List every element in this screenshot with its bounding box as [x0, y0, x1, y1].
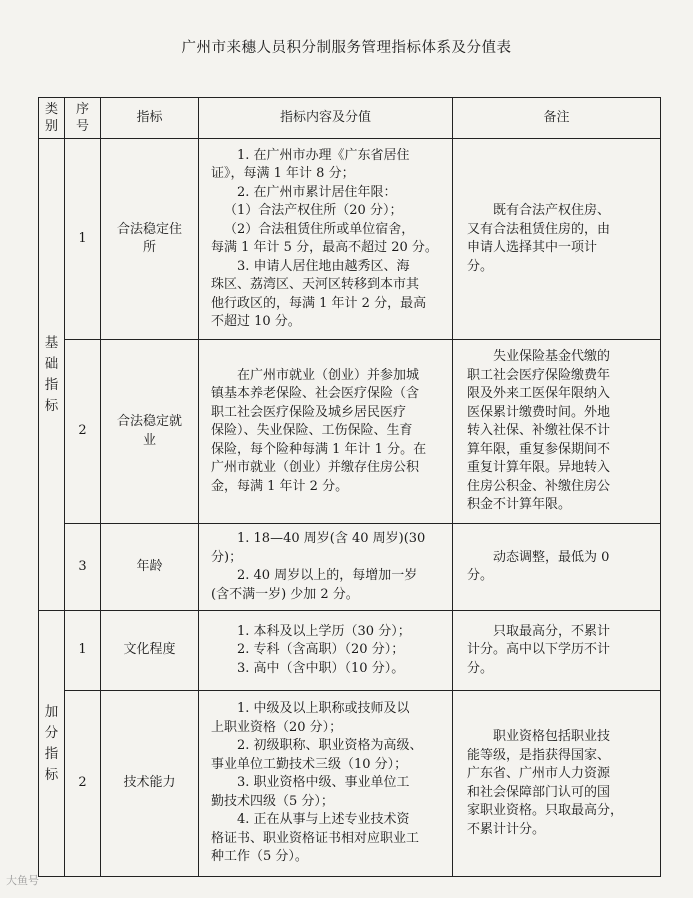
header-category: 类 别	[39, 98, 65, 139]
watermark: 大鱼号	[6, 874, 39, 887]
remarks: 职业资格包括职业技 能等级，是指获得国家、 广东省、广州市人力资源 和社会保障部门认可的国 家职业资格。只取最高分， 不累计计分。	[453, 691, 661, 877]
header-row	[39, 98, 661, 139]
table-row	[39, 139, 661, 340]
remarks: 动态调整，最低为 0 分。	[453, 524, 661, 611]
category-basic: 基 础 指 标	[39, 139, 65, 611]
header-content: 指标内容及分值	[199, 98, 453, 139]
indicator-name: 文化程度	[101, 611, 199, 691]
table-row	[39, 691, 661, 877]
table-row	[39, 611, 661, 691]
row-number: 2	[65, 340, 101, 524]
category-bonus: 加 分 指 标	[39, 611, 65, 877]
indicator-name: 合法稳定就 业	[101, 340, 199, 524]
row-number: 3	[65, 524, 101, 611]
table-row	[39, 524, 661, 611]
header-number: 序 号	[65, 98, 101, 139]
table-row	[39, 340, 661, 524]
indicator-content: 1. 18—40 周岁(含 40 周岁)(30 分)； 2. 40 周岁以上的，每增加一岁 (含不满一岁) 少加 2 分。	[199, 524, 453, 611]
indicator-content: 1. 本科及以上学历（30 分）； 2. 专科（含高职）（20 分）； 3. 高中（含中职）（10 分）。	[199, 611, 453, 691]
row-number: 1	[65, 611, 101, 691]
remarks: 只取最高分，不累计 计分。高中以下学历不计 分。	[453, 611, 661, 691]
indicator-name: 年龄	[101, 524, 199, 611]
header-indicator: 指标	[101, 98, 199, 139]
row-number: 2	[65, 691, 101, 877]
indicator-table	[38, 97, 661, 877]
page-title: 广州市来穗人员积分制服务管理指标体系及分值表	[181, 40, 512, 56]
remarks: 失业保险基金代缴的 职工社会医疗保险缴费年 限及外来工医保年限纳入 医保累计缴费时间。外地 转入社保、补缴社保不计 算年限，重复参保期间不 重复计算年限。异地转入 住房公积金、补缴住房公 积金不计算年限。	[453, 340, 661, 524]
header-remarks: 备注	[453, 98, 661, 139]
indicator-content: 1. 中级及以上职称或技师及以 上职业资格（20 分）； 2. 初级职称、职业资格为高级、 事业单位工勤技术三级（10 分）； 3. 职业资格中级、事业单位工 勤技术四级（5 分）； 4. 正在从事与上述专业技术资 格证书、职业资格证书相对应职业工 种工作（5 分）。	[199, 691, 453, 877]
indicator-content: 1. 在广州市办理《广东省居住 证》，每满 1 年计 8 分； 2. 在广州市累计居住年限： （1）合法产权住所（20 分）； （2）合法租赁住所或单位宿舍， 每满 1 年计 5 分，最高不超过 20 分。 3. 申请人居住地由越秀区、海 珠区、荔湾区、天河区转移到本市其 他行政区的，每满 1 年计 2 分，最高 不超过 10 分。	[199, 139, 453, 340]
indicator-name: 合法稳定住 所	[101, 139, 199, 340]
row-number: 1	[65, 139, 101, 340]
indicator-content: 在广州市就业（创业）并参加城 镇基本养老保险、社会医疗保险（含 职工社会医疗保险及城乡居民医疗 保险）、失业保险、工伤保险、生育 保险，每个险种每满 1 年计 1 分。在 广州市就业（创业）并缴存住房公积 金，每满 1 年计 2 分。	[199, 340, 453, 524]
indicator-name: 技术能力	[101, 691, 199, 877]
remarks: 既有合法产权住房、 又有合法租赁住房的，由 申请人选择其中一项计 分。	[453, 139, 661, 340]
